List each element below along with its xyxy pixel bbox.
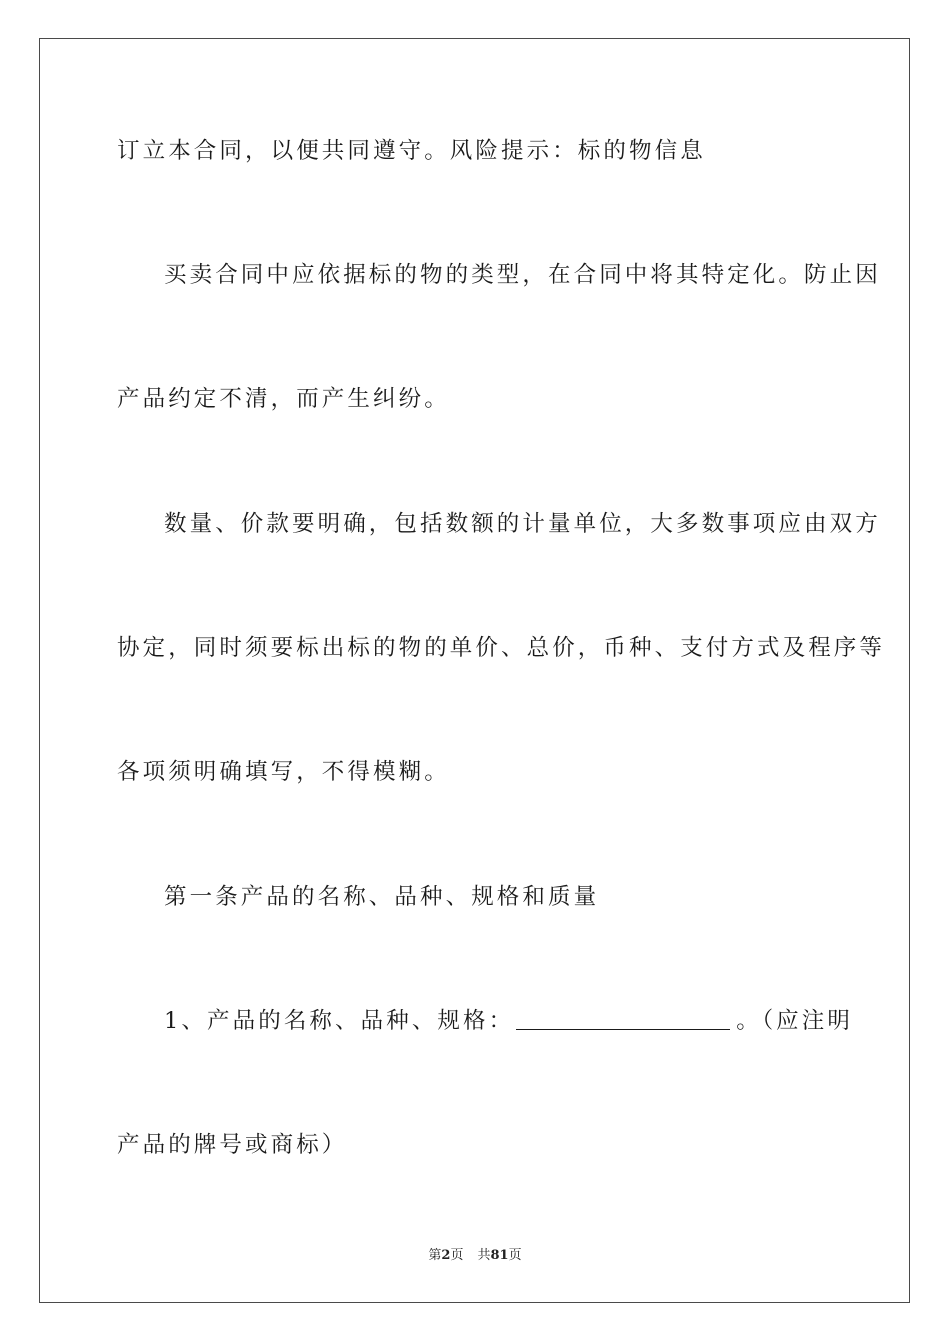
body-line-4: 数量、价款要明确，包括数额的计量单位，大多数事项应由双方 bbox=[164, 511, 881, 537]
page-unit: 页 bbox=[450, 1248, 464, 1263]
body-line-6: 各项须明确填写，不得模糊。 bbox=[117, 759, 450, 785]
total-prefix: 共 bbox=[477, 1248, 491, 1263]
page-number: 2 bbox=[441, 1248, 451, 1263]
page-prefix: 第 bbox=[428, 1248, 442, 1263]
body-line-1: 订立本合同，以便共同遵守。风险提示：标的物信息 bbox=[117, 138, 706, 164]
body-line-3: 产品约定不清，而产生纠纷。 bbox=[117, 386, 450, 412]
item-1-prefix: 1、产品的名称、品种、规格： bbox=[164, 1008, 515, 1034]
item-1-line bbox=[164, 1006, 853, 1036]
body-line-8: 产品的牌号或商标） bbox=[117, 1132, 348, 1158]
total-pages: 81 bbox=[490, 1248, 509, 1263]
total-unit: 页 bbox=[508, 1248, 522, 1263]
article-heading: 第一条产品的名称、品种、规格和质量 bbox=[164, 884, 600, 910]
fill-in-blank[interactable] bbox=[516, 1009, 730, 1030]
item-1-suffix: 。（应注明 bbox=[736, 1008, 853, 1034]
page-border bbox=[39, 38, 910, 1303]
page-footer bbox=[0, 1247, 950, 1265]
body-line-5: 协定，同时须要标出标的物的单价、总价，币种、支付方式及程序等 bbox=[117, 635, 886, 661]
body-line-2: 买卖合同中应依据标的物的类型，在合同中将其特定化。防止因 bbox=[164, 262, 881, 288]
